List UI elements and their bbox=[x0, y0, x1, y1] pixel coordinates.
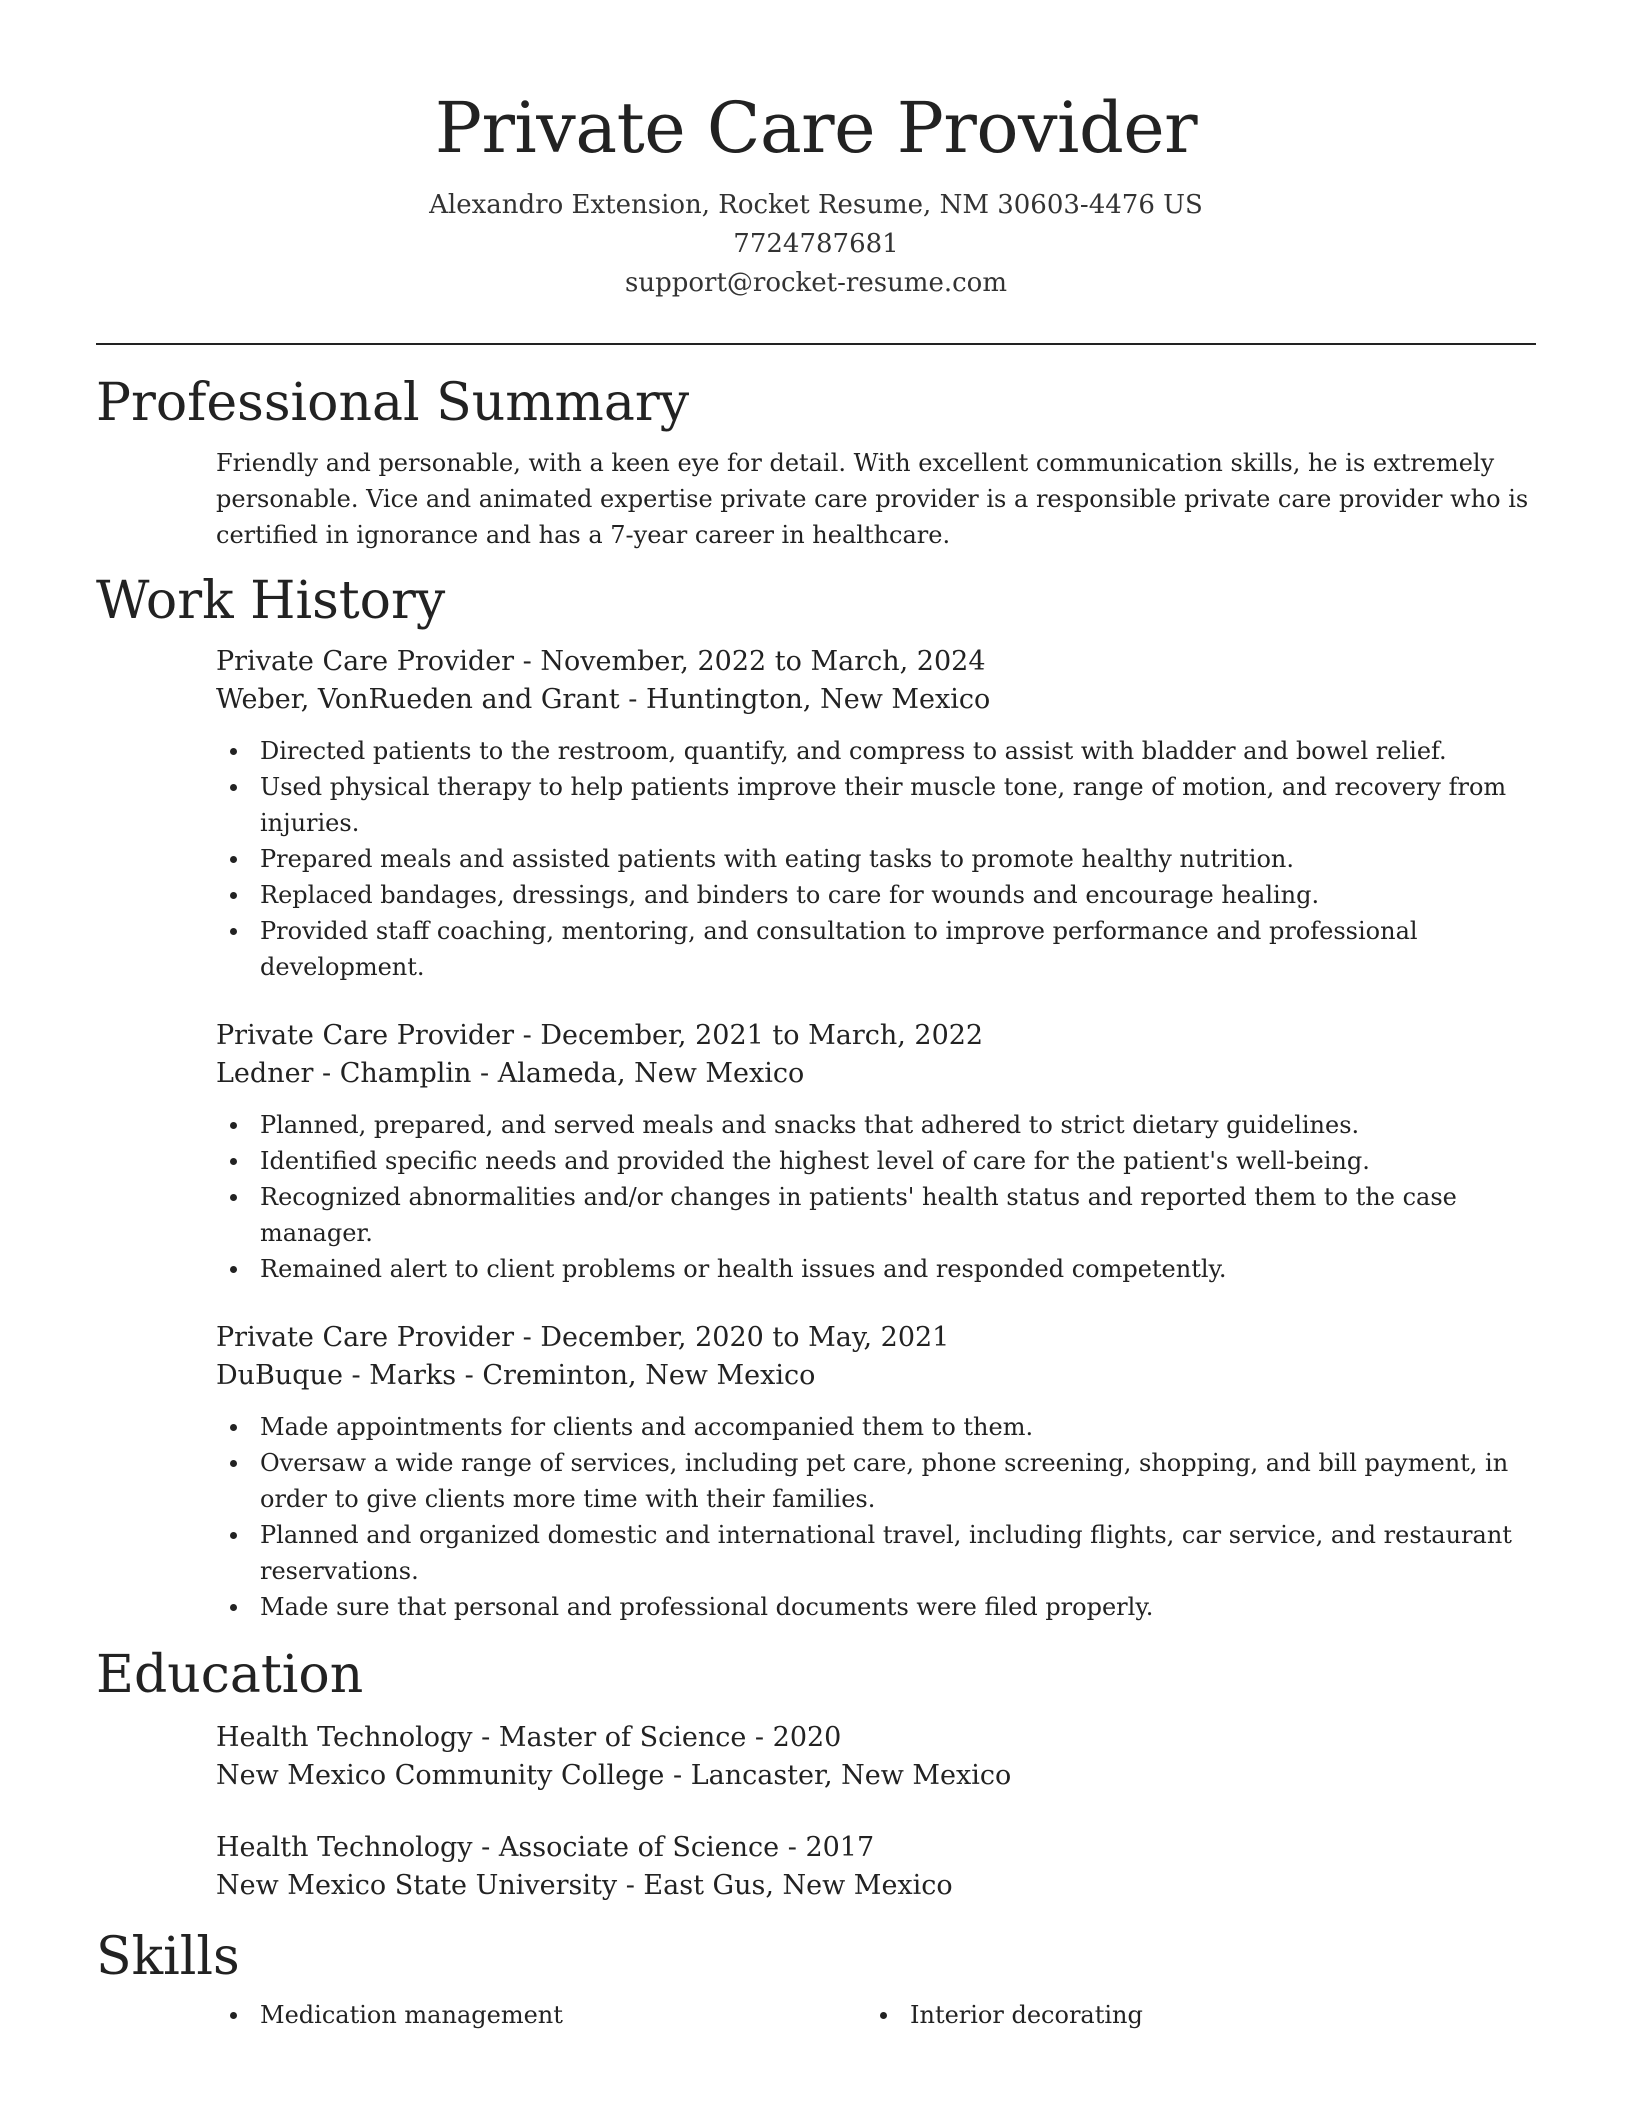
education-field: Health Technology bbox=[216, 1722, 473, 1753]
separator: - bbox=[514, 1020, 541, 1051]
school-line bbox=[216, 1867, 1536, 1905]
job-company-line bbox=[216, 1357, 1536, 1395]
summary-text: Friendly and personable, with a keen eye for detail. With excellent communication skills, he is extremely personable. Vice and animated expertise private care provider is a responsible private care provider who is certified in ignorance and has a 7-year career in healthcare. bbox=[216, 449, 1529, 549]
job-bullet: Planned and organized domestic and international travel, including flights, car service, and restaurant reservations. bbox=[216, 1517, 1536, 1589]
education-location: Lancaster, New Mexico bbox=[690, 1760, 1012, 1791]
education-section bbox=[216, 1719, 1536, 1905]
education-field: Health Technology bbox=[216, 1832, 473, 1863]
education-year: 2017 bbox=[805, 1832, 875, 1863]
skills-columns bbox=[216, 1997, 1536, 2033]
job-bullet: Recognized abnormalities and/or changes in patients' health status and reported them to the case manager. bbox=[216, 1179, 1536, 1251]
job-bullets bbox=[216, 1107, 1536, 1287]
education-year: 2020 bbox=[772, 1722, 842, 1753]
education-entry bbox=[216, 1829, 1536, 1905]
contact-block bbox=[96, 186, 1536, 303]
summary-heading: Professional Summary bbox=[96, 373, 690, 433]
degree-line bbox=[216, 1719, 1536, 1757]
skills-section bbox=[216, 1997, 1536, 2033]
job-bullet: Prepared meals and assisted patients with eating tasks to promote healthy nutrition. bbox=[216, 841, 1536, 877]
job-location: Huntington, New Mexico bbox=[645, 684, 991, 715]
resume-page bbox=[96, 0, 1536, 2033]
education-school: New Mexico Community College bbox=[216, 1760, 665, 1791]
job-bullet: Directed patients to the restroom, quantify, and compress to assist with bladder and bowel relief. bbox=[216, 733, 1536, 769]
contact-address: Alexandro Extension, Rocket Resume, NM 30603-4476 US bbox=[429, 190, 1203, 220]
job-title-line bbox=[216, 643, 1536, 681]
skills-heading: Skills bbox=[96, 1927, 240, 1987]
job-bullet: Planned, prepared, and served meals and snacks that adhered to strict dietary guidelines. bbox=[216, 1107, 1536, 1143]
job-bullet: Remained alert to client problems or health issues and responded competently. bbox=[216, 1251, 1536, 1287]
contact-phone: 7724787681 bbox=[733, 229, 899, 259]
job-entry bbox=[216, 1319, 1536, 1625]
job-title: Private Care Provider bbox=[216, 646, 515, 677]
resume-name: Private Care Provider bbox=[434, 87, 1198, 169]
job-company: DuBuque - Marks bbox=[216, 1360, 457, 1391]
separator: - bbox=[471, 1058, 498, 1089]
job-company: Weber, VonRueden and Grant bbox=[216, 684, 620, 715]
work-history-section bbox=[216, 643, 1536, 1625]
separator: - bbox=[617, 1870, 644, 1901]
skills-right-column bbox=[866, 1997, 1516, 2033]
job-entry bbox=[216, 1017, 1536, 1287]
job-company: Ledner - Champlin bbox=[216, 1058, 472, 1089]
skills-left-column bbox=[216, 1997, 866, 2033]
job-dates: December, 2020 to May, 2021 bbox=[540, 1322, 950, 1353]
education-school: New Mexico State University bbox=[216, 1870, 618, 1901]
separator: - bbox=[514, 1322, 541, 1353]
summary-section bbox=[216, 445, 1536, 553]
education-degree: Master of Science bbox=[498, 1722, 747, 1753]
separator: - bbox=[664, 1760, 691, 1791]
separator: - bbox=[456, 1360, 483, 1391]
skill-item: Medication management bbox=[216, 1997, 866, 2033]
school-line bbox=[216, 1757, 1536, 1795]
job-bullet: Oversaw a wide range of services, including pet care, phone screening, shopping, and bill payment, in order to give clients more time with their families. bbox=[216, 1445, 1536, 1517]
job-title-line bbox=[216, 1319, 1536, 1357]
degree-line bbox=[216, 1829, 1536, 1867]
job-company-line bbox=[216, 681, 1536, 719]
separator: - bbox=[746, 1722, 773, 1753]
job-location: Creminton, New Mexico bbox=[482, 1360, 816, 1391]
job-location: Alameda, New Mexico bbox=[497, 1058, 805, 1089]
skill-item: Interior decorating bbox=[866, 1997, 1516, 2033]
header-divider bbox=[96, 343, 1536, 345]
job-bullet: Provided staff coaching, mentoring, and consultation to improve performance and professional development. bbox=[216, 913, 1536, 985]
separator: - bbox=[779, 1832, 806, 1863]
job-bullets bbox=[216, 733, 1536, 985]
education-location: East Gus, New Mexico bbox=[643, 1870, 953, 1901]
job-company-line bbox=[216, 1055, 1536, 1093]
education-entry bbox=[216, 1719, 1536, 1795]
work-history-heading: Work History bbox=[96, 571, 446, 631]
job-bullet: Made sure that personal and professional documents were filed properly. bbox=[216, 1589, 1536, 1625]
job-bullet: Identified specific needs and provided the highest level of care for the patient's well-being. bbox=[216, 1143, 1536, 1179]
resume-header bbox=[96, 0, 1536, 303]
job-dates: November, 2022 to March, 2024 bbox=[540, 646, 986, 677]
job-bullet: Made appointments for clients and accompanied them to them. bbox=[216, 1409, 1536, 1445]
contact-email: support@rocket-resume.com bbox=[624, 268, 1007, 298]
job-title: Private Care Provider bbox=[216, 1020, 515, 1051]
job-bullets bbox=[216, 1409, 1536, 1625]
separator: - bbox=[619, 684, 646, 715]
education-heading: Education bbox=[96, 1645, 364, 1705]
job-entry bbox=[216, 643, 1536, 985]
separator: - bbox=[472, 1722, 499, 1753]
job-bullet: Replaced bandages, dressings, and binders to care for wounds and encourage healing. bbox=[216, 877, 1536, 913]
separator: - bbox=[472, 1832, 499, 1863]
job-title: Private Care Provider bbox=[216, 1322, 515, 1353]
separator: - bbox=[514, 646, 541, 677]
job-bullet: Used physical therapy to help patients improve their muscle tone, range of motion, and recovery from injuries. bbox=[216, 769, 1536, 841]
job-dates: December, 2021 to March, 2022 bbox=[540, 1020, 984, 1051]
education-degree: Associate of Science bbox=[498, 1832, 780, 1863]
job-title-line bbox=[216, 1017, 1536, 1055]
